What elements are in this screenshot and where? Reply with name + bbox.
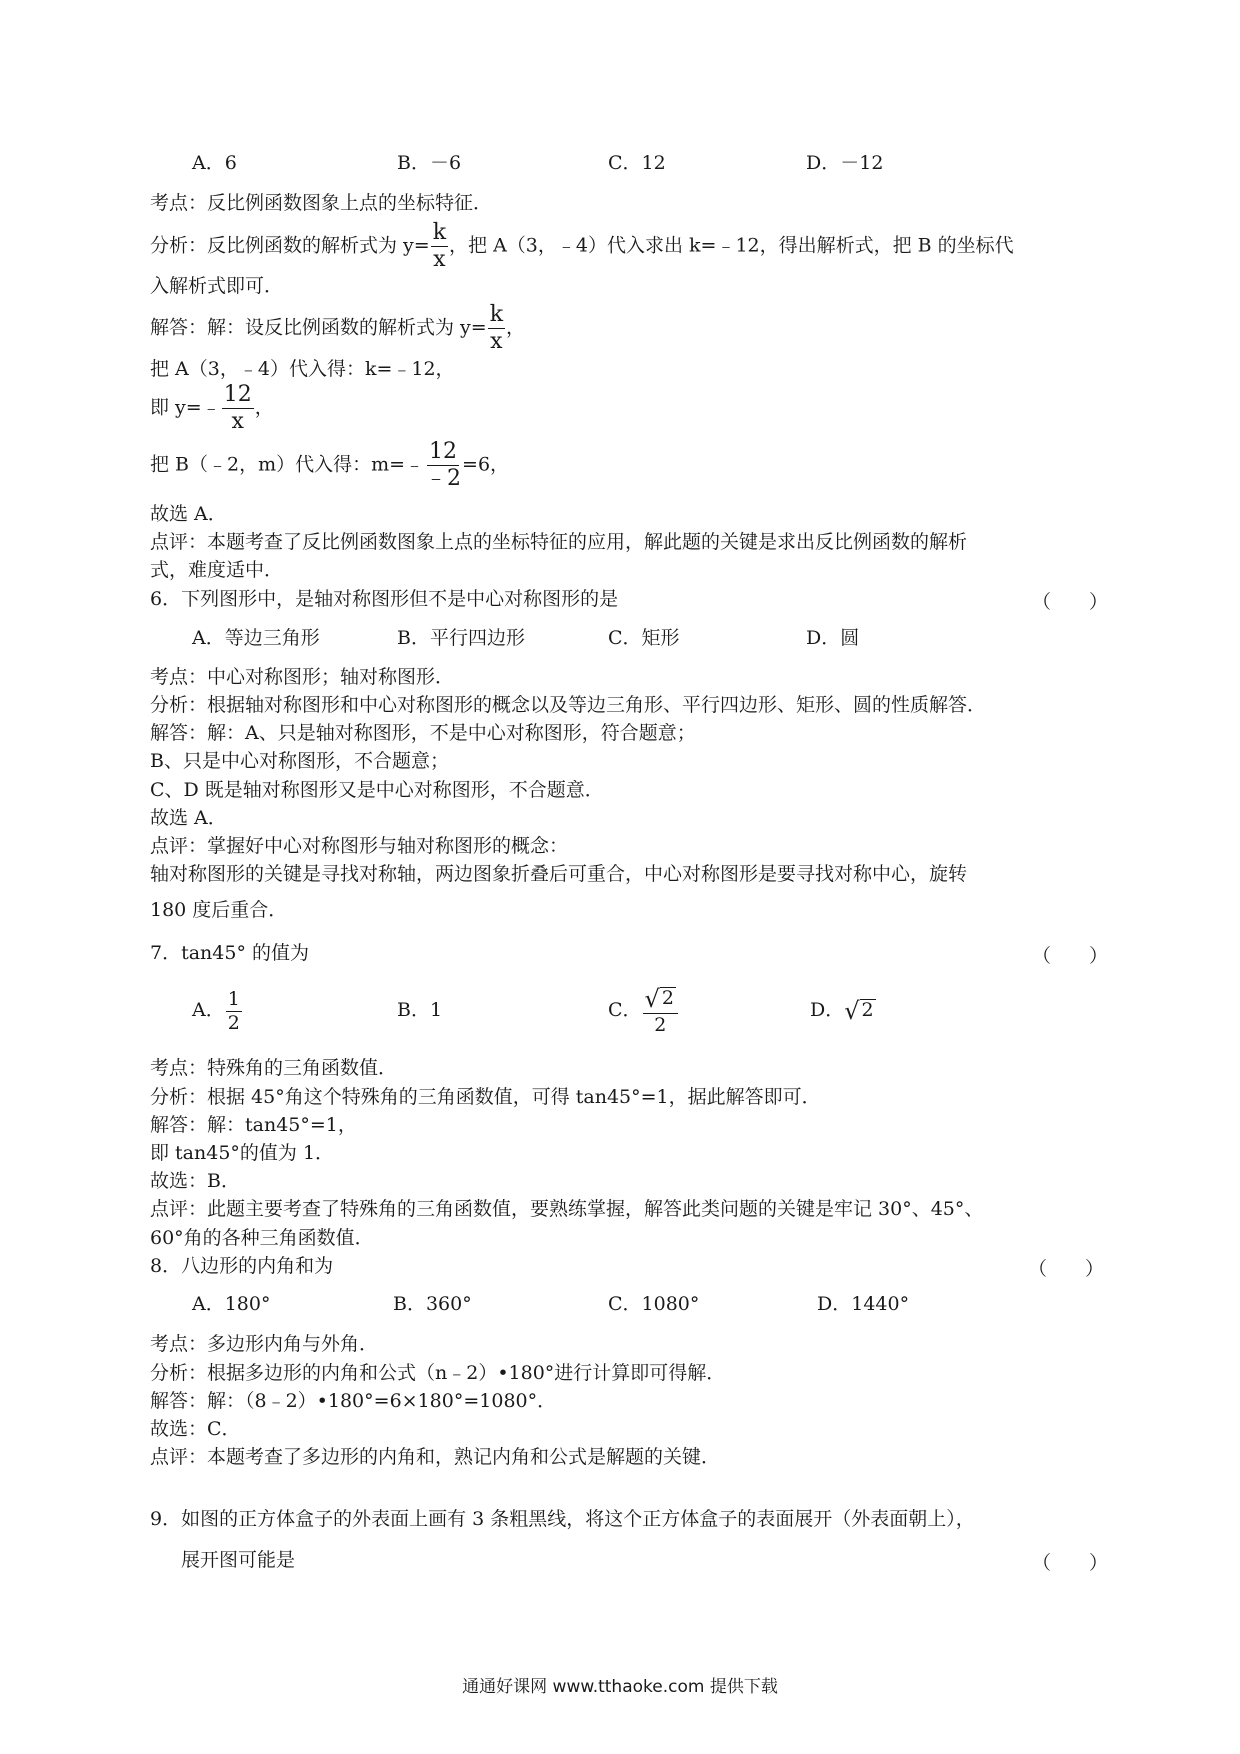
q7-jieda-line2: 即 tan45°的值为 1． <box>150 1142 335 1164</box>
q9-stem-line2: 展开图可能是 <box>181 1549 296 1571</box>
q8-answer-paren: （ ） <box>1028 1258 1105 1280</box>
q5-options <box>0 150 1240 180</box>
q7-option-d: D． √ 2 <box>810 997 874 1025</box>
q5-option-c: C．12 <box>608 152 666 174</box>
q7-options <box>0 986 1240 1034</box>
q5-step3: 把 B（﹣2，m）代入得：m=﹣ $\frac{12}{﹣2}$ =6， <box>150 439 510 491</box>
sqrt-symbol: √ 2 <box>844 997 874 1025</box>
q8-option-d: D．1440° <box>817 1293 910 1315</box>
q6-answer-paren: （ ） <box>1032 591 1109 613</box>
q7-option-c: C． √ 2 2 <box>608 986 679 1035</box>
q8-jieda: 解答：解：（8﹣2）•180°=6×180°=1080°． <box>150 1390 557 1412</box>
q6-fenxi: 分析：根据轴对称图形和中心对称图形的概念以及等边三角形、平行四边形、矩形、圆的性质解答． <box>150 694 987 716</box>
q6-jieda-line1: 解答：解：A、只是轴对称图形，不是中心对称图形，符合题意； <box>150 722 696 744</box>
q6-option-a: A．等边三角形 <box>192 627 320 649</box>
q5-step2: 即 y=﹣ $\frac{12}{x}$ ， <box>150 382 274 434</box>
q5-fenxi-line1: 分析：反比例函数的解析式为 y= $\frac{k}{x}$ ，把 A（3，﹣4）代入求出 k=﹣12，得出解析式，把 B 的坐标代 <box>150 220 1014 272</box>
q6-jieda-line3: C、D 既是轴对称图形又是中心对称图形，不合题意． <box>150 779 604 801</box>
q8-answer: 故选：C． <box>150 1418 241 1440</box>
q6-option-d: D．圆 <box>806 627 860 649</box>
q8-option-c: C．1080° <box>608 1293 700 1315</box>
q9-stem-line1: 9．如图的正方体盒子的外表面上画有 3 条粗黑线，将这个正方体盒子的表面展开（外表面朝上）， <box>150 1508 975 1530</box>
fraction-k-over-x: $\frac{k}{x}$ <box>432 220 447 272</box>
q7-answer-paren: （ ） <box>1032 945 1109 967</box>
q7-stem: 7．tan45° 的值为 <box>150 942 310 964</box>
q8-fenxi: 分析：根据多边形的内角和公式（n﹣2）•180°进行计算即可得解． <box>150 1362 726 1384</box>
q6-options <box>0 625 1240 655</box>
page-footer: 通通好课网 www.tthaoke.com 提供下载 <box>462 1677 778 1697</box>
q6-answer: 故选 A． <box>150 807 227 829</box>
q5-answer: 故选 A． <box>150 503 227 525</box>
q6-kaodian: 考点：中心对称图形；轴对称图形． <box>150 666 455 688</box>
q5-option-d: D．－12 <box>806 152 884 174</box>
q5-fenxi-line2: 入解析式即可． <box>150 275 284 297</box>
q6-jieda-line2: B、只是中心对称图形，不合题意； <box>150 750 449 772</box>
q6-dianping-line2: 轴对称图形的关键是寻找对称轴，两边图象折叠后可重合，中心对称图形是要寻找对称中心，旋转 <box>150 863 968 885</box>
q9-answer-paren: （ ） <box>1032 1552 1109 1574</box>
q8-option-a: A．180° <box>192 1293 271 1315</box>
q7-option-a: A． $\frac{1}{2}$ <box>192 987 240 1034</box>
q8-option-b: B．360° <box>393 1293 472 1315</box>
q8-stem: 8．八边形的内角和为 <box>150 1255 334 1277</box>
q6-option-c: C．矩形 <box>608 627 680 649</box>
sqrt-symbol: √ 2 <box>644 985 674 1013</box>
q5-option-b: B．－6 <box>397 152 462 174</box>
fraction-sqrt2-over-2: √ 2 2 <box>643 987 678 1035</box>
q5-dianping-line2: 式，难度适中． <box>150 559 284 581</box>
q5-kaodian: 考点：反比例函数图象上点的坐标特征． <box>150 192 493 214</box>
q5-jieda-line1: 解答：解：设反比例函数的解析式为 y= $\frac{k}{x}$ ， <box>150 302 526 354</box>
fraction-one-half: $\frac{1}{2}$ <box>227 987 240 1034</box>
q5-step1: 把 A（3，﹣4）代入得：k=﹣12， <box>150 358 455 380</box>
q6-option-b: B．平行四边形 <box>397 627 525 649</box>
q7-option-b: B．1 <box>397 999 443 1021</box>
q7-dianping-line1: 点评：此题主要考查了特殊角的三角函数值，要熟练掌握，解答此类问题的关键是牢记 30°、45°、 <box>150 1198 984 1220</box>
q7-dianping-line2: 60°角的各种三角函数值． <box>150 1227 374 1249</box>
q8-options <box>0 1291 1240 1321</box>
q7-fenxi: 分析：根据 45°角这个特殊角的三角函数值，可得 tan45°=1，据此解答即可． <box>150 1086 821 1108</box>
q8-dianping: 点评：本题考查了多边形的内角和，熟记内角和公式是解题的关键． <box>150 1446 721 1468</box>
q6-stem: 6．下列图形中，是轴对称图形但不是中心对称图形的是 <box>150 588 619 610</box>
q7-kaodian: 考点：特殊角的三角函数值． <box>150 1057 398 1079</box>
q6-dianping-line3: 180 度后重合． <box>150 899 288 921</box>
q5-dianping-line1: 点评：本题考查了反比例函数图象上点的坐标特征的应用，解此题的关键是求出反比例函数的解析 <box>150 531 968 553</box>
q6-dianping-line1: 点评：掌握好中心对称图形与轴对称图形的概念： <box>150 835 569 857</box>
fraction-12-over-x: $\frac{12}{x}$ <box>223 382 252 434</box>
q5-option-a: A．6 <box>192 152 237 174</box>
q7-answer: 故选：B． <box>150 1170 240 1192</box>
fraction-k-over-x: $\frac{k}{x}$ <box>489 302 504 354</box>
q7-jieda-line1: 解答：解：tan45°=1， <box>150 1114 357 1136</box>
fraction-12-over-minus-2: $\frac{12}{﹣2}$ <box>425 439 462 491</box>
q8-kaodian: 考点：多边形内角与外角． <box>150 1333 379 1355</box>
